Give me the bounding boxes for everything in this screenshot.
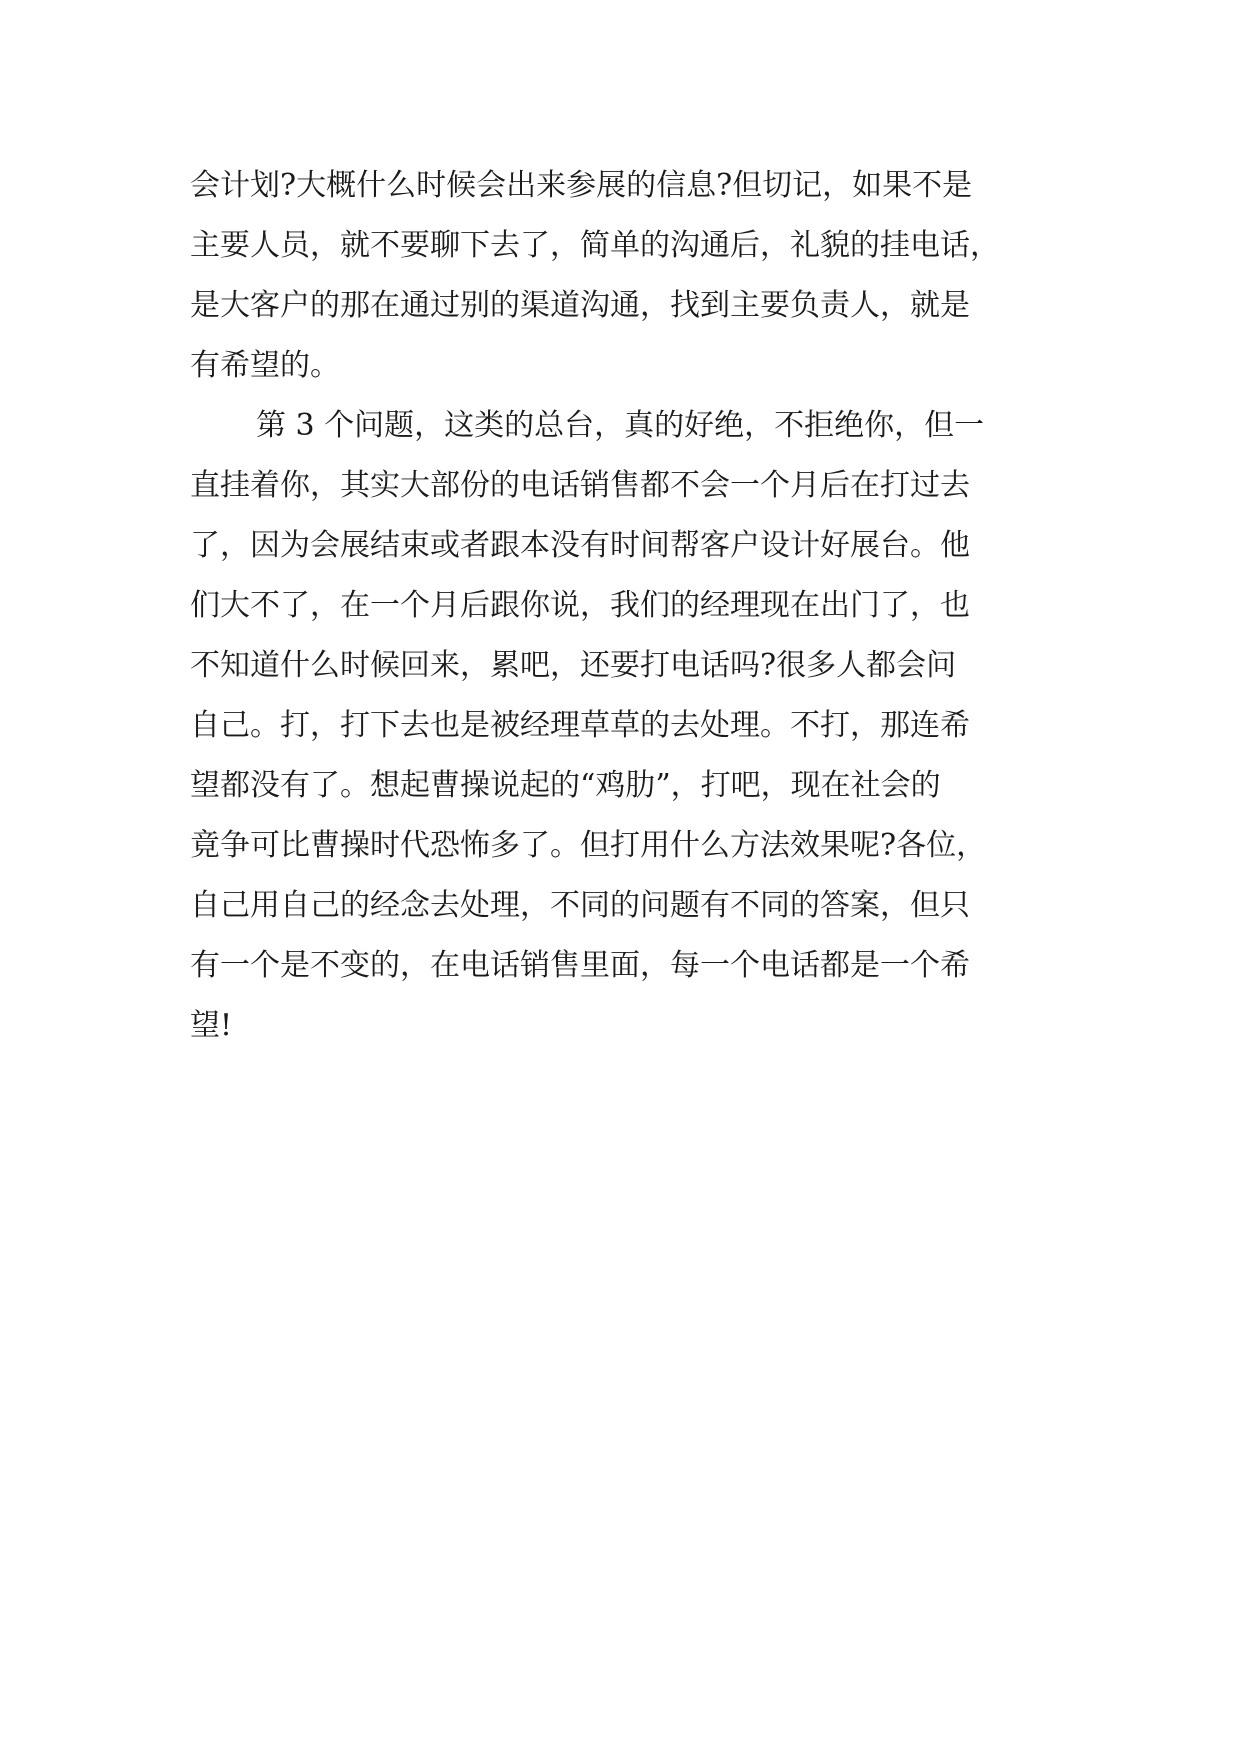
paragraph-2 bbox=[190, 396, 1060, 1056]
paragraph-1 bbox=[190, 156, 1060, 396]
text-line: 们大不了，在一个月后跟你说，我们的经理现在出门了，也 bbox=[190, 588, 970, 623]
text-line: 望都没有了。想起曹操说起的“鸡肋”，打吧，现在社会的 bbox=[190, 768, 941, 803]
text-line: 不知道什么时候回来，累吧，还要打电话吗?很多人都会问 bbox=[190, 648, 957, 683]
text-line: 直挂着你，其实大部份的电话销售都不会一个月后在打过去 bbox=[190, 468, 970, 503]
text-line: 第 3 个问题，这类的总台，真的好绝，不拒绝你，但一 bbox=[256, 408, 985, 443]
text-line: 会计划?大概什么时候会出来参展的信息?但切记，如果不是 bbox=[190, 168, 973, 203]
text-line: 了，因为会展结束或者跟本没有时间帮客户设计好展台。他 bbox=[190, 528, 970, 563]
text-line: 是大客户的那在通过别的渠道沟通，找到主要负责人，就是 bbox=[190, 288, 970, 323]
text-line: 望! bbox=[190, 1008, 233, 1043]
text-line: 有希望的。 bbox=[190, 348, 340, 383]
text-line: 有一个是不变的，在电话销售里面，每一个电话都是一个希 bbox=[190, 948, 970, 983]
text-line: 自己用自己的经念去处理，不同的问题有不同的答案，但只 bbox=[190, 888, 970, 923]
text-line: 竟争可比曹操时代恐怖多了。但打用什么方法效果呢?各位， bbox=[190, 828, 987, 863]
text-line: 自己。打，打下去也是被经理草草的去处理。不打，那连希 bbox=[190, 708, 970, 743]
document-body bbox=[190, 156, 1060, 1056]
text-line: 主要人员，就不要聊下去了，简单的沟通后，礼貌的挂电话， bbox=[190, 228, 1000, 263]
